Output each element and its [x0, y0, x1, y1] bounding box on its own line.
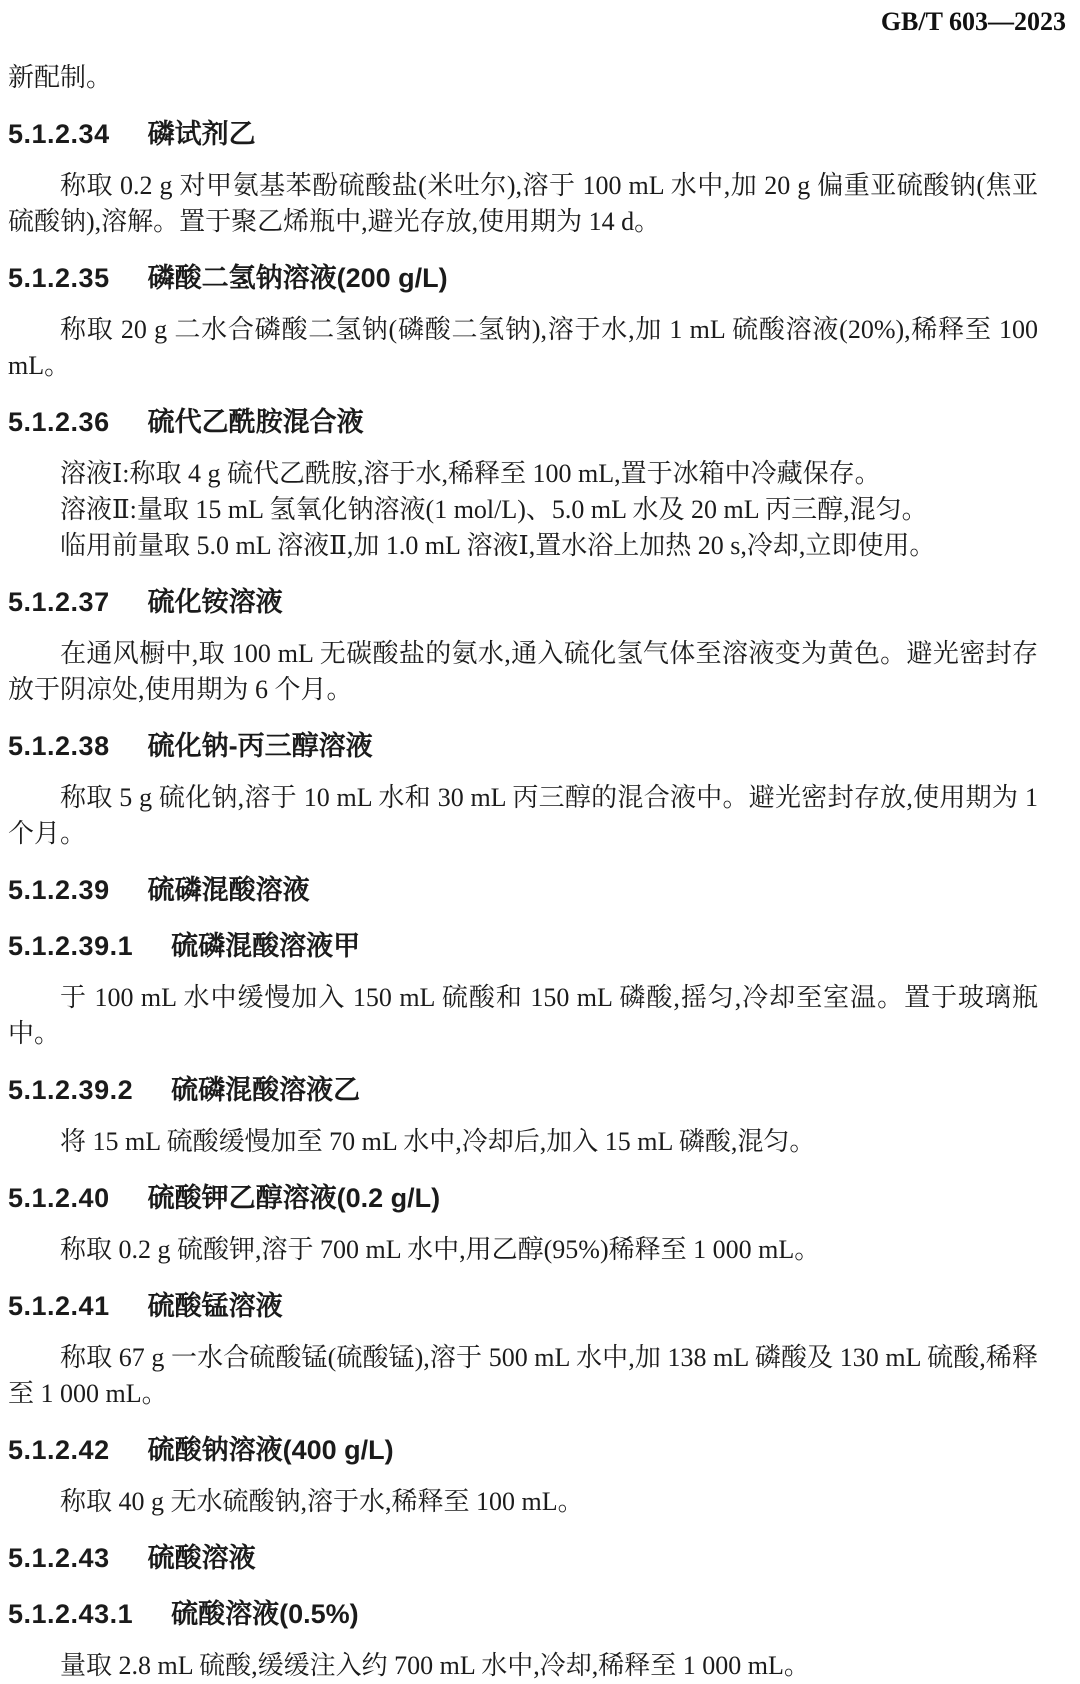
section-heading [8, 404, 1038, 440]
section-number: 5.1.2.38 [8, 731, 110, 761]
section-heading [8, 928, 1038, 964]
section-number: 5.1.2.36 [8, 407, 110, 437]
paragraph: 称取 0.2 g 硫酸钾,溶于 700 mL 水中,用乙醇(95%)稀释至 1 000 mL。 [60, 1235, 821, 1264]
section-number: 5.1.2.42 [8, 1435, 110, 1465]
section-heading [8, 260, 1038, 296]
section-title: 硫酸溶液 [147, 1543, 256, 1573]
standard-code: GB/T 603—2023 [880, 7, 1066, 36]
section-heading [8, 584, 1038, 620]
section-title: 硫化铵溶液 [147, 587, 283, 617]
paragraph: 溶液Ⅰ:称取 4 g 硫代乙酰胺,溶于水,稀释至 100 mL,置于冰箱中冷藏保存。 [60, 459, 881, 488]
section-number: 5.1.2.43.1 [8, 1599, 134, 1629]
paragraph: 溶液Ⅱ:量取 15 mL 氢氧化钠溶液(1 mol/L)、5.0 mL 水及 20 mL 丙三醇,混匀。 [60, 495, 928, 524]
section-title: 磷试剂乙 [147, 119, 256, 149]
page-header [0, 0, 1080, 35]
section-title: 硫磷混酸溶液 [147, 875, 310, 905]
paragraph: 将 15 mL 硫酸缓慢加至 70 mL 水中,冷却后,加入 15 mL 磷酸,混匀。 [60, 1127, 816, 1156]
section-title: 硫酸钾乙醇溶液(0.2 g/L) [147, 1183, 441, 1213]
section-number: 5.1.2.34 [8, 119, 110, 149]
section-heading [8, 1288, 1038, 1324]
document-body [8, 35, 1038, 1684]
section-heading [8, 1540, 1038, 1576]
section-number: 5.1.2.39.1 [8, 931, 134, 961]
section-heading [8, 872, 1038, 908]
paragraph: 量取 2.8 mL 硫酸,缓缓注入约 700 mL 水中,冷却,稀释至 1 000 mL。 [60, 1651, 810, 1680]
paragraph: 称取 5 g 硫化钠,溶于 10 mL 水和 30 mL 丙三醇的混合液中。避光密封存放,使用期为 1 个月。 [8, 783, 1038, 848]
section-title: 硫酸钠溶液(400 g/L) [147, 1435, 394, 1465]
section-title: 硫磷混酸溶液乙 [171, 1075, 361, 1105]
paragraph: 在通风橱中,取 100 mL 无碳酸盐的氨水,通入硫化氢气体至溶液变为黄色。避光密封存放于阴凉处,使用期为 6 个月。 [8, 639, 1038, 704]
section-title: 硫化钠-丙三醇溶液 [147, 731, 373, 761]
section-title: 磷酸二氢钠溶液(200 g/L) [147, 263, 448, 293]
section-number: 5.1.2.40 [8, 1183, 110, 1213]
section-heading [8, 728, 1038, 764]
paragraph: 于 100 mL 水中缓慢加入 150 mL 硫酸和 150 mL 磷酸,摇匀,冷却至室温。置于玻璃瓶中。 [8, 983, 1038, 1048]
paragraph: 称取 67 g 一水合硫酸锰(硫酸锰),溶于 500 mL 水中,加 138 mL 磷酸及 130 mL 硫酸,稀释至 1 000 mL。 [8, 1343, 1038, 1408]
section-number: 5.1.2.37 [8, 587, 110, 617]
paragraph: 称取 0.2 g 对甲氨基苯酚硫酸盐(米吐尔),溶于 100 mL 水中,加 20 g 偏重亚硫酸钠(焦亚硫酸钠),溶解。置于聚乙烯瓶中,避光存放,使用期为 14 d。 [8, 171, 1038, 236]
section-title: 硫酸锰溶液 [147, 1291, 283, 1321]
section-title: 硫代乙酰胺混合液 [147, 407, 364, 437]
section-heading [8, 1072, 1038, 1108]
section-number: 5.1.2.41 [8, 1291, 110, 1321]
section-heading [8, 1432, 1038, 1468]
section-number: 5.1.2.43 [8, 1543, 110, 1573]
section-heading [8, 1180, 1038, 1216]
section-number: 5.1.2.35 [8, 263, 110, 293]
section-heading [8, 1596, 1038, 1632]
section-number: 5.1.2.39.2 [8, 1075, 134, 1105]
paragraph: 称取 20 g 二水合磷酸二氢钠(磷酸二氢钠),溶于水,加 1 mL 硫酸溶液(20%),稀释至 100 mL。 [8, 315, 1038, 380]
section-number: 5.1.2.39 [8, 875, 110, 905]
paragraph: 临用前量取 5.0 mL 溶液Ⅱ,加 1.0 mL 溶液Ⅰ,置水浴上加热 20 s,冷却,立即使用。 [60, 531, 936, 560]
paragraph: 称取 40 g 无水硫酸钠,溶于水,稀释至 100 mL。 [60, 1487, 584, 1516]
section-heading [8, 116, 1038, 152]
section-title: 硫酸溶液(0.5%) [171, 1599, 359, 1629]
paragraph: 新配制。 [8, 63, 113, 92]
section-title: 硫磷混酸溶液甲 [171, 931, 361, 961]
